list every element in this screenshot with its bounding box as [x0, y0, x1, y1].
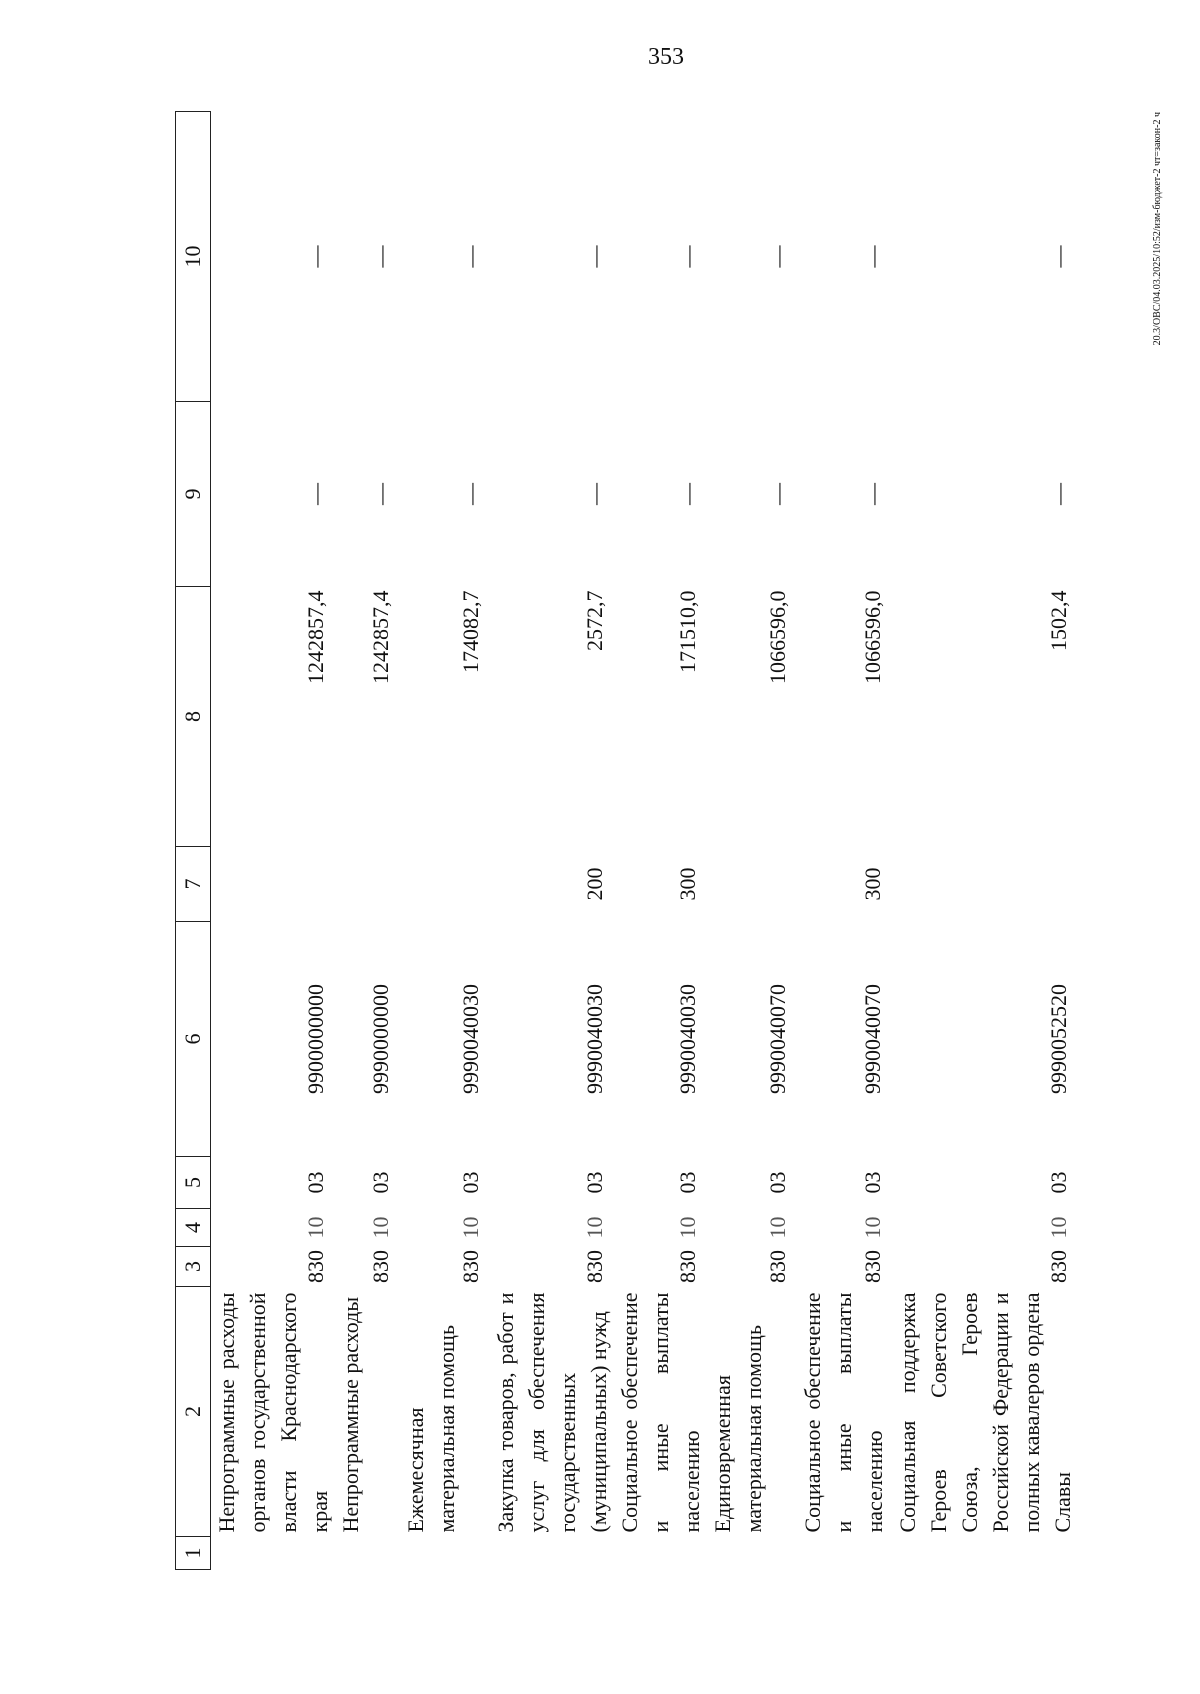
cell-col10	[892, 112, 1078, 402]
cell-name: Социальное обеспечение и иные выплаты населению	[800, 1292, 887, 1533]
cell-name: Единовременная материальная помощь	[710, 1325, 766, 1533]
cell-section: 10	[303, 1216, 328, 1239]
rotated-table-container	[175, 112, 1095, 1570]
cell-section: 10	[368, 1216, 393, 1239]
cell-subsection: 03	[1046, 1171, 1071, 1194]
table-row	[892, 112, 1078, 1570]
cell-ministry: 830	[368, 1250, 393, 1283]
cell-name: Закупка товаров, работ и услуг для обеспечения государственных (муниципальных) нужд	[493, 1292, 611, 1533]
cell-col10	[797, 112, 892, 402]
cell-amount: 1066596,0	[860, 590, 885, 684]
cell-number	[400, 1537, 490, 1570]
cell-target-article: 9990040030	[582, 984, 607, 1094]
cell-expense-type: 300	[860, 867, 885, 901]
header-cell: 8	[176, 587, 211, 847]
cell-name: Социальное обеспечение и иные выплаты населению	[617, 1292, 704, 1533]
cell-amount: 1242857,4	[303, 590, 328, 684]
cell-section: 10	[765, 1216, 790, 1239]
cell-col10	[707, 112, 797, 402]
page-number: 353	[648, 44, 684, 70]
cell-ministry: 830	[582, 1250, 607, 1283]
cell-target-article: 9990052520	[1046, 984, 1071, 1094]
cell-subsection: 03	[675, 1171, 700, 1194]
cell-number	[614, 1537, 707, 1570]
cell-amount: 1502,4	[1046, 590, 1071, 651]
cell-ministry: 830	[765, 1250, 790, 1283]
table-row	[335, 112, 400, 1570]
header-cell: 3	[176, 1247, 211, 1287]
dash-mark: —	[368, 483, 393, 505]
footer-code: 20.3/ОВС/04.03.2025/10:52/изм-бюджет-2 чт=закон-2 ч	[1152, 112, 1163, 346]
table-row	[400, 112, 490, 1570]
header-cell: 5	[176, 1157, 211, 1209]
cell-ministry: 830	[458, 1250, 483, 1283]
header-cell: 10	[176, 112, 211, 402]
cell-col9	[335, 402, 400, 587]
cell-section: 10	[458, 1216, 483, 1239]
dash-mark: —	[582, 245, 607, 268]
header-cell: 1	[176, 1537, 211, 1570]
cell-col9	[707, 402, 797, 587]
header-cell: 6	[176, 922, 211, 1157]
cell-number	[335, 1537, 400, 1570]
cell-subsection: 03	[860, 1171, 885, 1194]
table-body	[211, 112, 1079, 1570]
cell-name: Непрограммные расходы	[338, 1296, 363, 1533]
cell-number	[892, 1537, 1078, 1570]
cell-subsection: 03	[765, 1171, 790, 1194]
cell-amount: 2572,7	[582, 590, 607, 651]
table-row	[490, 112, 614, 1570]
cell-col10	[614, 112, 707, 402]
dash-mark: —	[458, 483, 483, 505]
cell-target-article: 9990040030	[675, 984, 700, 1094]
cell-target-article: 9900000000	[303, 984, 328, 1094]
cell-col9	[614, 402, 707, 587]
cell-col9	[211, 402, 336, 587]
cell-name: Непрограммные расходы органов государственной власти Краснодарского края	[214, 1292, 332, 1533]
table-row	[797, 112, 892, 1570]
table-header-row	[176, 112, 211, 1570]
cell-amount: 171510,0	[675, 590, 700, 673]
cell-amount: 174082,7	[458, 590, 483, 673]
dash-mark: —	[765, 483, 790, 505]
dash-mark: —	[765, 245, 790, 268]
cell-expense-type	[211, 847, 336, 922]
cell-col9	[797, 402, 892, 587]
dash-mark: —	[675, 483, 700, 505]
cell-subsection: 03	[458, 1171, 483, 1194]
cell-expense-type	[707, 847, 797, 922]
cell-col10	[211, 112, 336, 402]
cell-col10	[335, 112, 400, 402]
dash-mark: —	[675, 245, 700, 268]
cell-expense-type: 200	[582, 867, 607, 901]
dash-mark: —	[303, 483, 328, 505]
cell-ministry: 830	[860, 1250, 885, 1283]
table-row	[707, 112, 797, 1570]
header-cell: 4	[176, 1209, 211, 1247]
dash-mark: —	[303, 245, 328, 268]
budget-table	[175, 111, 1078, 1570]
cell-col9	[892, 402, 1078, 587]
cell-target-article: 9990040070	[860, 984, 885, 1094]
header-cell: 7	[176, 847, 211, 922]
dash-mark: —	[860, 483, 885, 505]
cell-ministry: 830	[1046, 1250, 1071, 1283]
cell-subsection: 03	[582, 1171, 607, 1194]
dash-mark: —	[860, 245, 885, 268]
header-cell: 9	[176, 402, 211, 587]
cell-expense-type	[892, 847, 1078, 922]
cell-name: Социальная поддержка Героев Советского Союза, Героев Российской Федерации и полных кавалеров ордена Славы	[895, 1292, 1075, 1533]
cell-subsection: 03	[368, 1171, 393, 1194]
dash-mark: —	[458, 245, 483, 268]
dash-mark: —	[368, 245, 393, 268]
cell-col10	[490, 112, 614, 402]
cell-amount: 1066596,0	[765, 590, 790, 684]
cell-col10	[400, 112, 490, 402]
cell-subsection: 03	[303, 1171, 328, 1194]
cell-section: 10	[1046, 1216, 1071, 1239]
cell-section: 10	[582, 1216, 607, 1239]
table-row	[211, 112, 336, 1570]
cell-number	[707, 1537, 797, 1570]
table-row	[614, 112, 707, 1570]
cell-amount: 1242857,4	[368, 590, 393, 684]
cell-number	[211, 1537, 336, 1570]
cell-section: 10	[860, 1216, 885, 1239]
dash-mark: —	[582, 483, 607, 505]
cell-expense-type	[400, 847, 490, 922]
cell-target-article: 9990000000	[368, 984, 393, 1094]
dash-mark: —	[1046, 245, 1071, 268]
cell-name: Ежемесячная материальная помощь	[403, 1325, 459, 1533]
dash-mark: —	[1046, 483, 1071, 505]
cell-number	[797, 1537, 892, 1570]
cell-target-article: 9990040070	[765, 984, 790, 1094]
cell-col9	[400, 402, 490, 587]
cell-target-article: 9990040030	[458, 984, 483, 1094]
header-cell: 2	[176, 1287, 211, 1537]
cell-expense-type: 300	[675, 867, 700, 901]
cell-col9	[490, 402, 614, 587]
cell-number	[490, 1537, 614, 1570]
cell-expense-type	[335, 847, 400, 922]
cell-section: 10	[675, 1216, 700, 1239]
cell-ministry: 830	[303, 1250, 328, 1283]
cell-ministry: 830	[675, 1250, 700, 1283]
